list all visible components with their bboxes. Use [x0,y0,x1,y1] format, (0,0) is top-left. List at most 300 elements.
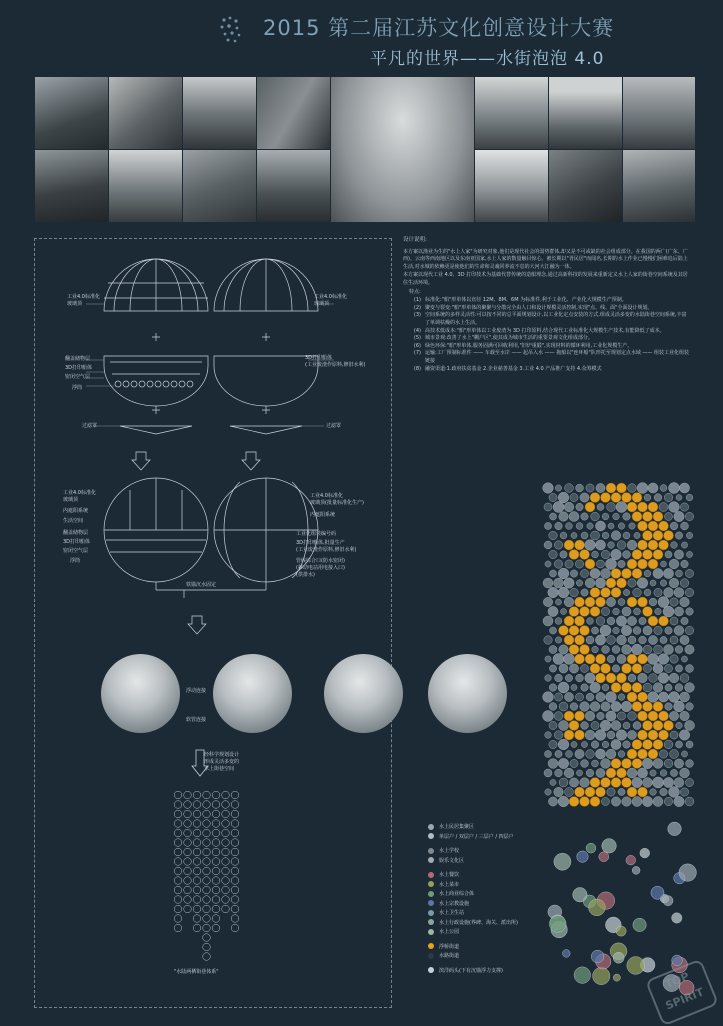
grid-pod [193,867,201,875]
floating-street-pod [638,521,648,531]
residence-pod [680,579,689,588]
residence-pod [570,703,578,711]
residence-pod [623,513,631,521]
photo-floating-houses [549,77,622,149]
residence-pod [623,741,630,748]
residence-pod [681,542,687,548]
legend-item [428,942,548,952]
residence-pod [596,692,605,701]
grid-pod [222,896,230,904]
floating-street-pod [627,502,637,512]
residence-pod [606,692,617,703]
grid-pod [212,905,220,913]
residence-pod [654,626,662,634]
grid-pod [212,801,220,809]
hose-connect-label: 软管连接 [186,717,207,723]
floating-street-pod [564,616,574,626]
floating-street-pod [606,768,616,778]
residence-pod [665,627,672,634]
floating-street-pod [569,721,579,731]
residence-pod [676,722,683,729]
floating-street-pod [585,502,595,512]
residence-pod [627,540,637,550]
residence-pod [596,768,605,777]
grid-pod [184,829,192,837]
residence-pod [576,674,584,682]
residence-pod [549,665,556,672]
residence-pod [543,483,554,494]
features-heading: 特点: [409,288,421,295]
floating-street-pod [564,711,574,721]
residence-pod [549,531,558,540]
residence-pod [576,770,582,776]
floating-street-pod [643,512,653,522]
grid-pod [174,896,182,904]
residence-pod [575,693,583,701]
residence-pod [601,550,609,558]
watermark-stamp: TOP SPIRIT [645,959,719,1026]
residence-pod [686,741,693,748]
floating-street-pod [617,483,627,493]
residence-pod [665,551,672,558]
grid-pod [193,915,201,923]
residence-pod [648,692,659,703]
residence-pod [670,617,678,625]
legend-swatch [428,872,434,878]
residence-pod [611,531,620,540]
residence-pod [581,513,588,520]
photo-stilt-house [475,77,548,149]
residence-pod [670,769,677,776]
residence-pod [685,645,694,654]
residence-pod [611,701,621,711]
residence-pod [654,494,662,502]
grid-pod [222,867,230,875]
residence-pod [544,636,552,644]
grid-pod [193,905,201,913]
residence-pod [670,636,678,644]
residence-pod [685,797,694,806]
residence-pod [591,531,600,540]
floating-street-pod [632,740,642,750]
residence-pod [628,712,637,721]
residence-pod [554,712,563,721]
photo-canopy [257,150,330,222]
grid-pod [184,848,192,856]
legend-item [428,951,548,961]
residence-pod [581,741,587,747]
residence-pod [616,730,626,740]
residence-pod [628,484,637,493]
grid-pod [231,801,239,809]
residence-pod [686,760,694,768]
floating-street-pod [575,635,585,645]
floating-street-pod [659,730,669,740]
grid-pod [203,810,211,818]
residence-pod [680,674,689,683]
residence-pod [544,769,552,777]
residence-pod [623,589,629,595]
floating-street-pod [590,664,600,674]
floating-street-pod [648,616,658,626]
floating-street-pod [596,673,606,683]
residence-pod [681,617,688,624]
legend-label: 浮桥街道 [439,943,460,950]
right-filter-label: 过滤罩 [326,423,342,429]
floating-street-pod [606,578,616,588]
residence-pod [585,673,595,683]
residence-pod [611,721,621,731]
grid-pod [203,905,211,913]
grid-pod [184,820,192,828]
residence-pod [685,721,695,731]
floating-street-pod [559,626,569,636]
grid-pod [184,877,192,885]
grid-pod [231,848,239,856]
residence-pod [660,485,667,492]
floating-street-pod [575,787,585,797]
residence-pod [623,551,631,559]
legend-item [428,822,548,832]
grid-pod [212,820,220,828]
photo-river [623,77,695,149]
residence-pod [558,492,569,503]
floating-street-pod [601,493,611,503]
floating-street-pod [590,607,600,617]
floating-street-pod [643,607,653,617]
residence-pod [564,502,574,512]
grid-pod [174,877,182,885]
grid-pod [222,858,230,866]
full-label-3d: 3D打印船体 [63,539,91,545]
residence-pod [606,749,616,759]
floating-street-pod [580,645,590,655]
residence-pod [681,751,687,757]
facility-pod [586,843,596,853]
page-subtitle: 平凡的世界——水街泡泡 4.0 [370,49,605,69]
facility-pod [574,967,590,983]
residence-pod [617,635,627,645]
residence-pod [570,493,578,501]
residence-pod [622,797,632,807]
residence-pod [618,523,624,529]
residence-pod [554,560,562,568]
facility-pod [627,957,645,975]
grid-pod [174,858,182,866]
residence-pod [559,645,568,654]
floating-street-pod [601,778,611,788]
grid-pod [212,886,220,894]
residence-pod [576,503,583,510]
grid-pod [193,810,201,818]
residence-pod [670,731,678,739]
floating-street-pod [585,597,595,607]
floating-street-pod [611,493,621,503]
residence-pod [606,711,616,721]
residence-pod [558,796,569,807]
legend-label: 滨洋码头(下有沉锚浮力支撑) [439,967,503,974]
residence-pod [602,513,609,520]
residence-pod [616,502,627,513]
floating-street-pod [596,787,606,797]
residence-pod [660,636,667,643]
residence-pod [674,778,684,788]
design-description [403,237,691,373]
grid-pod [212,924,220,932]
residence-pod [586,693,594,701]
hull-label-storage: 翻盖储物层 [65,356,91,362]
residence-pod [638,673,647,682]
residence-pod [686,703,694,711]
residence-pod [581,532,588,539]
floating-street-pod [585,559,595,569]
grid-pod [212,839,220,847]
floating-street-pod [580,626,590,636]
floating-street-pod [575,654,585,664]
floating-street-pod [638,787,648,797]
floating-street-pod [569,626,579,636]
grid-pod [203,858,211,866]
residence-pod [669,673,679,683]
grid-pod [184,858,192,866]
left-dome-label: 工业4.0标准化 玻璃顶 [67,294,100,307]
residence-pod [570,588,579,597]
full-label-3d-right: 3D打印船体,批量生产 (工业废渣作原料,修旧水利) [296,540,357,553]
residence-pod [545,732,552,739]
residence-pod [629,523,635,529]
residence-pod [585,540,596,551]
grid-pod [174,848,182,856]
facility-pod [549,916,566,933]
residence-pod [565,560,573,568]
residence-pod [644,570,651,577]
grid-pod [212,877,220,885]
residence-pod [659,503,668,512]
residence-pod [548,797,557,806]
floating-street-pod [659,616,669,626]
residence-pod [679,483,689,493]
floating-street-pod [632,493,642,503]
residence-pod [555,750,562,757]
floating-street-pod [659,540,669,550]
full-label-assembly: 工业化组装编号码 [296,531,337,537]
floating-street-pod [638,597,648,607]
residence-pod [627,616,636,625]
full-label-shade-right: 内遮阳系统 [310,512,336,518]
residence-pod [608,523,614,529]
legend-label: 水上学校 [439,848,460,855]
residence-pod [680,711,689,720]
facility-pod [640,848,650,858]
residence-pod [613,627,620,634]
residence-pod [586,484,594,492]
floating-street-pod [569,645,579,655]
grid-pod [193,839,201,847]
full-label-living: 生活空间 [63,518,84,524]
residence-pod [665,703,673,711]
floating-street-pod [648,749,658,759]
residence-pod [670,522,678,530]
residence-pod [606,559,617,570]
floating-street-pod [601,664,611,674]
residence-pod [559,721,569,731]
legend-item [428,908,548,918]
grid-pod [193,848,201,856]
residence-pod [660,561,666,567]
grid-pod [203,829,211,837]
left-filter-label: 过滤罩 [82,423,98,429]
grid-pod [203,848,211,856]
grid-pod [184,905,192,913]
floating-street-pod [611,778,621,788]
floating-street-pod [632,569,642,579]
floating-street-pod [653,740,663,750]
residence-pod [607,788,615,796]
floating-street-pod [590,588,600,598]
residence-pod [555,769,563,777]
residence-pod [555,522,563,530]
legend-item [428,899,548,909]
residence-pod [665,684,672,691]
floating-street-pod [627,654,637,664]
residence-pod [643,626,652,635]
residence-pod [669,483,680,494]
floating-street-pod [638,502,648,512]
residence-pod [686,494,693,501]
facility-pod [573,887,587,901]
street-grid-plan [172,790,242,965]
residence-pod [653,663,663,673]
residence-pod [554,787,564,797]
facility-pod [616,926,626,936]
residence-pod [581,684,588,691]
residence-pod [611,739,621,749]
legend-swatch [428,857,434,863]
photo-shacks [623,150,695,222]
floating-street-pod [564,540,574,550]
residence-pod [569,778,578,787]
residence-pod [549,684,557,692]
legend [428,822,548,975]
residence-pod [596,617,605,626]
residence-pod [685,512,693,520]
grid-pod [203,867,211,875]
floating-street-pod [648,521,658,531]
legend-label: 单层户 / 双层户 / 三层户 / 四层户 [439,833,514,840]
grid-pod [193,877,201,885]
grid-pod [193,924,201,932]
residence-pod [560,551,567,558]
residence-pod [607,503,616,512]
residence-pod [680,597,690,607]
residence-pod [617,654,626,663]
grid-pod [212,791,220,799]
grid-pod [212,810,220,818]
residence-pod [607,617,615,625]
residence-pod [544,522,551,529]
grid-pod [222,877,230,885]
residence-pod [580,664,588,672]
floating-street-pod [606,483,616,493]
residence-pod [659,750,667,758]
grid-pod [231,820,239,828]
grid-pod [222,905,230,913]
photo-strip [35,77,688,222]
residence-pod [591,627,598,634]
floating-street-pod [617,673,627,683]
residence-pod [596,560,604,568]
residence-pod [580,778,590,788]
residence-pod [649,598,657,606]
residence-pod [669,692,680,703]
legend-label: 水上卫生站 [439,910,465,917]
residence-pod [549,740,557,748]
residence-pod [639,636,647,644]
floating-street-pod [632,550,642,560]
residence-pod [559,702,568,711]
residence-pod [674,511,684,521]
residence-pod [648,635,657,644]
floating-street-pod [622,759,632,769]
grid-pod [184,791,192,799]
residence-pod [632,797,642,807]
left-hull [104,356,208,406]
floating-street-pod [664,531,674,541]
residence-pod [554,578,564,588]
residence-pod [544,541,552,549]
feature-item: (3) 空间系统的多样灵活性:可以按不同的总平面规划设计,以工业化定点安装的方式,组成灵活多变的水陆街巷空间系统,丰富了单调枯燥的水上生活。 [413,312,687,326]
legend-swatch [428,919,434,925]
floating-street-pod [653,702,663,712]
residence-pod [649,674,658,683]
residence-pod [558,758,568,768]
residence-pod [633,588,642,597]
facility-pod [679,864,696,881]
residence-pod [681,522,689,530]
residence-pod [595,521,605,531]
legend-item [428,918,548,928]
residence-pod [548,606,558,616]
full-label-shade-left: 内遮阳系统 [63,508,89,514]
legend-label: 娱乐文化区 [439,857,465,864]
floating-street-pod [632,759,642,769]
right-dome-label: 工业4.0标准化 玻璃顶 [314,294,347,307]
feature-item: (8) 融资渠道:1.政府扶贫基金 2.企业慈善基金 3.工业 4.0 产品推广支持 4.众筹模式 [413,365,602,372]
residence-pod [634,608,641,615]
photo-hands [109,77,182,149]
legend-item [428,832,548,842]
grid-pod [231,915,239,923]
residence-pod [658,654,669,665]
residence-pod [680,788,688,796]
grid-pod [193,801,201,809]
residence-pod [549,646,557,654]
legend-swatch [428,967,434,973]
floating-street-pod [611,683,621,693]
grid-pod [174,801,182,809]
residence-pod [628,636,636,644]
full-label-air: 密闭空气层 [63,548,89,554]
floating-street-pod [643,550,653,560]
floating-street-pod [575,616,585,626]
residence-pod [586,636,594,644]
residence-pod [608,542,615,549]
logo-icon [218,14,244,44]
floating-street-pod [648,559,658,569]
grid-pod [231,810,239,818]
feature-item: (7) 运输:工厂预制标准件 —— 车载至水岸 —— 起吊入水 —— 拖船以"连环船"队形托至规划定点水域 —— 组装工业化组装链接 [413,350,690,364]
floating-street-pod [590,797,600,807]
